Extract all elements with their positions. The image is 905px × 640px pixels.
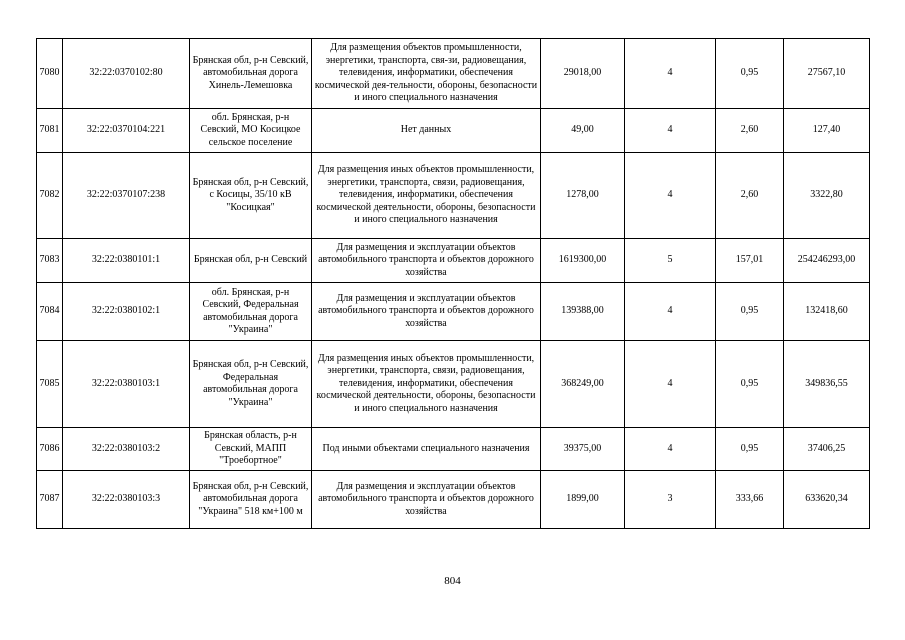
row-number: 7087 (37, 471, 63, 529)
area-cell: 139388,00 (541, 283, 625, 341)
row-number: 7082 (37, 153, 63, 239)
table-row (37, 239, 870, 283)
cadastral-number: 32:22:0380103:2 (63, 428, 190, 471)
cadastral-number: 32:22:0370107:238 (63, 153, 190, 239)
cadastral-number: 32:22:0380103:3 (63, 471, 190, 529)
area-cell: 39375,00 (541, 428, 625, 471)
group-cell: 4 (625, 153, 716, 239)
value-cell: 3322,80 (784, 153, 870, 239)
rate-cell: 333,66 (716, 471, 784, 529)
land-registry-table (36, 38, 870, 529)
rate-cell: 2,60 (716, 153, 784, 239)
area-cell: 49,00 (541, 109, 625, 153)
usage-cell: Для размещения иных объектов промышленности, энергетики, транспорта, связи, радиовещания, телевидения, информатики, обеспечения космической деятельности, обороны, безопасности и иного специального назначения (312, 341, 541, 428)
row-number: 7083 (37, 239, 63, 283)
group-cell: 4 (625, 39, 716, 109)
group-cell: 4 (625, 428, 716, 471)
group-cell: 4 (625, 341, 716, 428)
rate-cell: 2,60 (716, 109, 784, 153)
area-cell: 29018,00 (541, 39, 625, 109)
address-cell: Брянская обл, р-н Севский, с Косицы, 35/10 кВ "Косицкая" (190, 153, 312, 239)
row-number: 7081 (37, 109, 63, 153)
address-cell: Брянская обл, р-н Севский, автомобильная дорога "Украина" 518 км+100 м (190, 471, 312, 529)
usage-cell: Для размещения объектов промышленности, энергетики, транспорта, свя-зи, радиовещания, телевидения, информатики, обеспечения космической дея-тельности, обороны, безопасности и иного специального назначения (312, 39, 541, 109)
row-number: 7080 (37, 39, 63, 109)
group-cell: 3 (625, 471, 716, 529)
cadastral-number: 32:22:0380102:1 (63, 283, 190, 341)
cadastral-number: 32:22:0370104:221 (63, 109, 190, 153)
table-row (37, 471, 870, 529)
usage-cell: Для размещения и эксплуатации объектов автомобильного транспорта и объектов дорожного хозяйства (312, 239, 541, 283)
table-row (37, 39, 870, 109)
value-cell: 349836,55 (784, 341, 870, 428)
value-cell: 633620,34 (784, 471, 870, 529)
value-cell: 132418,60 (784, 283, 870, 341)
usage-cell: Для размещения иных объектов промышленности, энергетики, транспорта, связи, радиовещания, телевидения, информатики, обеспечения космической деятельности, обороны, безопасности и иного специального назначения (312, 153, 541, 239)
area-cell: 1899,00 (541, 471, 625, 529)
value-cell: 27567,10 (784, 39, 870, 109)
rate-cell: 157,01 (716, 239, 784, 283)
area-cell: 1278,00 (541, 153, 625, 239)
usage-cell: Для размещения и эксплуатации объектов автомобильного транспорта и объектов дорожного хозяйства (312, 283, 541, 341)
address-cell: обл. Брянская, р-н Севский, Федеральная автомобильная дорога "Украина" (190, 283, 312, 341)
usage-cell: Для размещения и эксплуатации объектов автомобильного транспорта и объектов дорожного хозяйства (312, 471, 541, 529)
group-cell: 4 (625, 109, 716, 153)
address-cell: Брянская обл, р-н Севский, автомобильная дорога Хинель-Лемешовка (190, 39, 312, 109)
address-cell: Брянская обл, р-н Севский, Федеральная автомобильная дорога "Украина" (190, 341, 312, 428)
rate-cell: 0,95 (716, 341, 784, 428)
value-cell: 127,40 (784, 109, 870, 153)
value-cell: 254246293,00 (784, 239, 870, 283)
address-cell: Брянская область, р-н Севский, МАПП "Троебортное" (190, 428, 312, 471)
cadastral-number: 32:22:0380103:1 (63, 341, 190, 428)
cadastral-number: 32:22:0380101:1 (63, 239, 190, 283)
rate-cell: 0,95 (716, 283, 784, 341)
row-number: 7084 (37, 283, 63, 341)
address-cell: обл. Брянская, р-н Севский, МО Косицкое сельское поселение (190, 109, 312, 153)
usage-cell: Нет данных (312, 109, 541, 153)
address-cell: Брянская обл, р-н Севский (190, 239, 312, 283)
page-number: 804 (444, 575, 461, 587)
value-cell: 37406,25 (784, 428, 870, 471)
area-cell: 1619300,00 (541, 239, 625, 283)
table-row (37, 109, 870, 153)
group-cell: 4 (625, 283, 716, 341)
table-row (37, 341, 870, 428)
cadastral-number: 32:22:0370102:80 (63, 39, 190, 109)
table-row (37, 153, 870, 239)
usage-cell: Под иными объектами специального назначения (312, 428, 541, 471)
group-cell: 5 (625, 239, 716, 283)
table-row (37, 428, 870, 471)
rate-cell: 0,95 (716, 39, 784, 109)
row-number: 7085 (37, 341, 63, 428)
area-cell: 368249,00 (541, 341, 625, 428)
table-row (37, 283, 870, 341)
rate-cell: 0,95 (716, 428, 784, 471)
row-number: 7086 (37, 428, 63, 471)
